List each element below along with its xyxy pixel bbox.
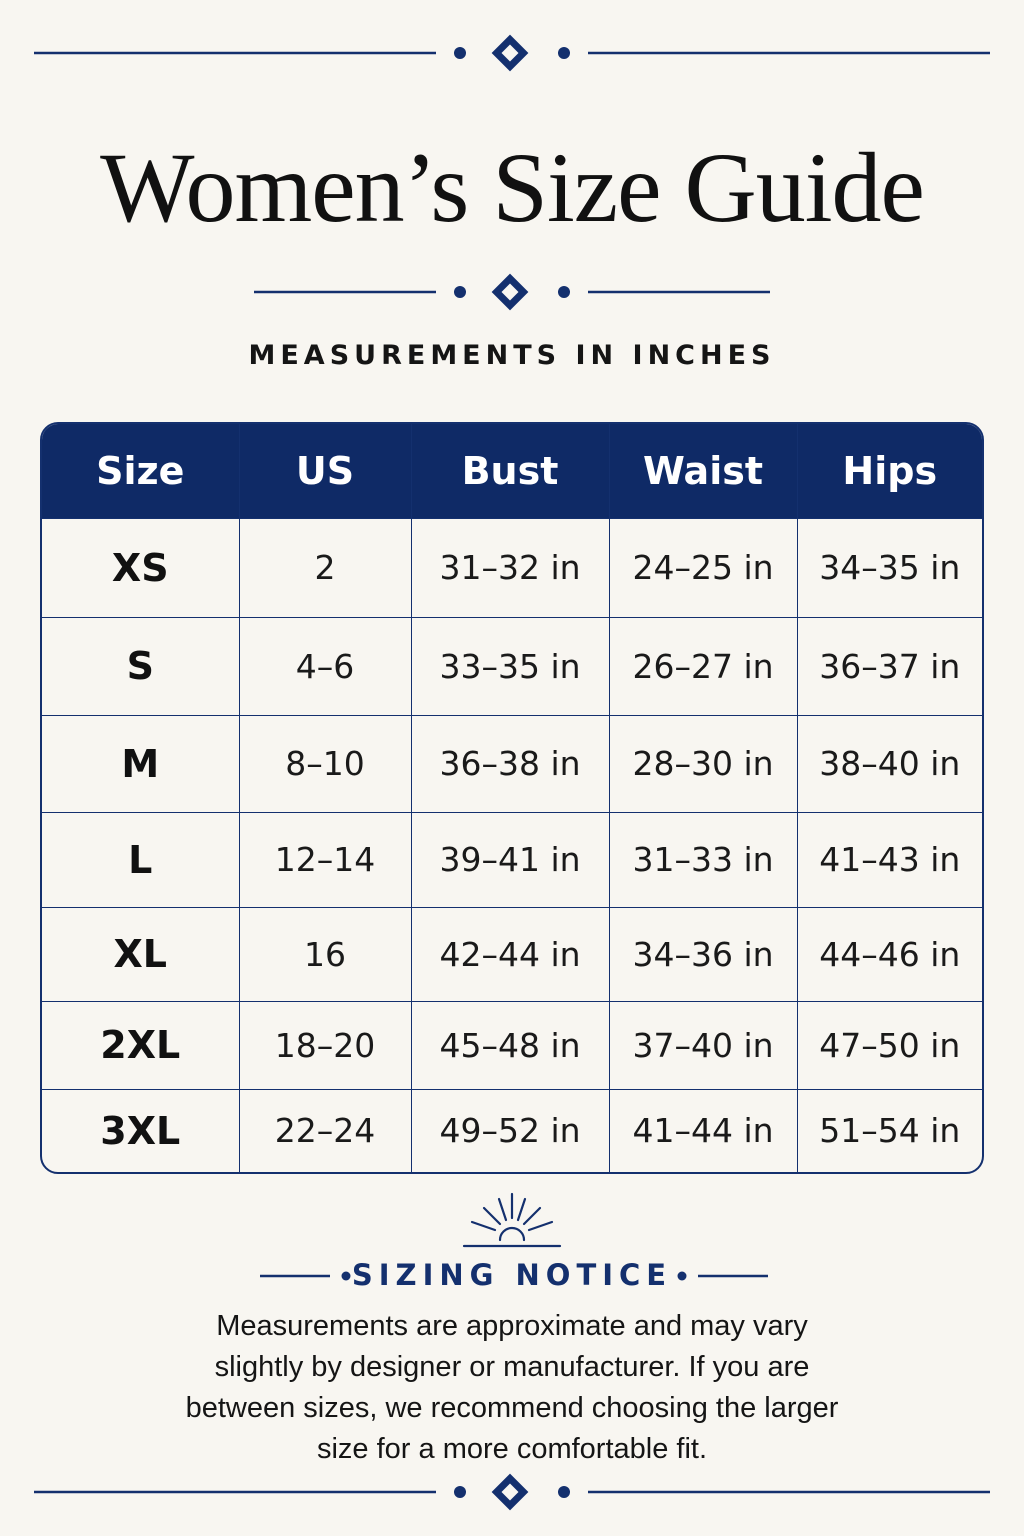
size-cell: 2XL (42, 1001, 239, 1089)
us-cell: 18–20 (239, 1001, 411, 1089)
waist-cell: 34–36 in (609, 907, 797, 1001)
header-bust: Bust (411, 424, 609, 518)
bust-cell: 45–48 in (411, 1001, 609, 1089)
size-cell: S (42, 617, 239, 715)
hips-cell: 47–50 in (797, 1001, 982, 1089)
header-waist: Waist (609, 424, 797, 518)
waist-cell: 28–30 in (609, 715, 797, 812)
top-divider-ornament (0, 33, 1024, 73)
size-cell: XS (42, 518, 239, 617)
header-size: Size (42, 424, 239, 518)
waist-cell: 24–25 in (609, 518, 797, 617)
bust-cell: 33–35 in (411, 617, 609, 715)
hips-cell: 44–46 in (797, 907, 982, 1001)
notice-heading-label: SIZING NOTICE (351, 1258, 673, 1292)
size-cell: 3XL (42, 1089, 239, 1172)
us-cell: 22–24 (239, 1089, 411, 1172)
bust-cell: 31–32 in (411, 518, 609, 617)
sunburst-icon (462, 1190, 562, 1250)
bust-cell: 49–52 in (411, 1089, 609, 1172)
measurement-unit-subtitle: MEASUREMENTS IN INCHES (248, 340, 776, 371)
bust-cell: 36–38 in (411, 715, 609, 812)
size-cell: M (42, 715, 239, 812)
notice-text: Measurements are approximate and may vary slightly by designer or manufacturer. If you are between sizes, we recommend choosing the larger size for a more comfortable fit. (185, 1310, 839, 1465)
size-cell: XL (42, 907, 239, 1001)
us-cell: 8–10 (239, 715, 411, 812)
table-row (42, 715, 982, 812)
page-title: Women’s Size Guide (100, 132, 924, 243)
bust-cell: 39–41 in (411, 812, 609, 907)
sizing-notice-heading (0, 1256, 1024, 1300)
size-cell: L (42, 812, 239, 907)
us-cell: 4–6 (239, 617, 411, 715)
bottom-divider-ornament (0, 1472, 1024, 1512)
bust-cell: 42–44 in (411, 907, 609, 1001)
size-chart-table (40, 422, 984, 1174)
us-cell: 12–14 (239, 812, 411, 907)
table-row (42, 1001, 982, 1089)
waist-cell: 31–33 in (609, 812, 797, 907)
us-cell: 16 (239, 907, 411, 1001)
table-row (42, 518, 982, 617)
hips-cell: 38–40 in (797, 715, 982, 812)
table-header-row (42, 424, 982, 518)
waist-cell: 37–40 in (609, 1001, 797, 1089)
header-hips: Hips (797, 424, 982, 518)
header-us: US (239, 424, 411, 518)
waist-cell: 26–27 in (609, 617, 797, 715)
hips-cell: 51–54 in (797, 1089, 982, 1172)
hips-cell: 41–43 in (797, 812, 982, 907)
hips-cell: 36–37 in (797, 617, 982, 715)
hips-cell: 34–35 in (797, 518, 982, 617)
us-cell: 2 (239, 518, 411, 617)
table-row (42, 812, 982, 907)
waist-cell: 41–44 in (609, 1089, 797, 1172)
table-row (42, 617, 982, 715)
table-row (42, 907, 982, 1001)
table-row (42, 1089, 982, 1172)
title-divider-ornament (0, 272, 1024, 312)
